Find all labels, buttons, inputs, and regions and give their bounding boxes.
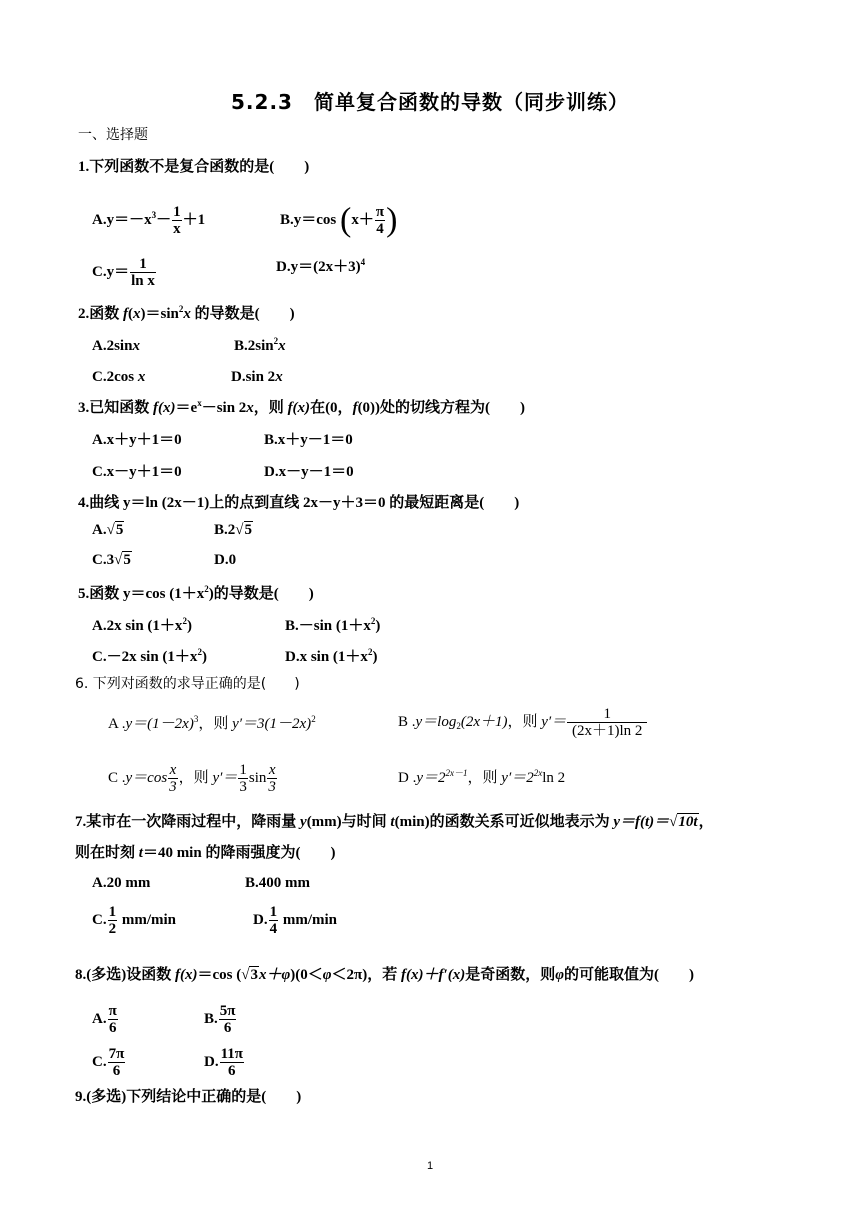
q2-option-a: A.2sinx [92, 338, 140, 354]
q4-option-b: B.2√5 [214, 522, 252, 538]
q2-option-d: D.sin 2x [231, 369, 283, 385]
q1-option-b: B.y＝cos (x＋ $\frac{\pi}{4}$ ) [280, 201, 398, 239]
q3-option-a: A.x＋y＋1＝0 [92, 432, 182, 448]
q6-option-c: C .y＝cos $\frac{x}{3}$ ，则 y′＝ $\frac{1}{3}$ sin $\frac{x}{3}$ [108, 762, 276, 795]
section-heading: 一、选择题 [78, 127, 148, 143]
q4-option-a: A.√5 [92, 522, 124, 538]
q3-option-b: B.x＋y－1＝0 [264, 432, 353, 448]
q5-option-c: C.－2x $\sin (1+x^2)$ [92, 647, 207, 665]
q1-option-d: $D.y=(2x+3)^4$ [276, 257, 366, 275]
q6-option-d: D $.y=2^{2x-1}$，则 $y'=2^{2x}\ln$ 2 [398, 768, 566, 786]
q1-option-c: C.y＝ $\frac{1}{\text{ln x}}$ [92, 256, 155, 289]
q8-stem: 8.(多选)设函数 f(x)＝cos (√3x＋φ)(0＜φ＜2π)，若 f(x)＋f′(x)是奇函数，则φ的可能取值为( ) [75, 967, 695, 983]
q3-option-d: D.x－y－1＝0 [264, 464, 354, 480]
q1-option-a: $A.y=-x^3-$ $\frac{1}{x}$ ＋1 [92, 204, 206, 237]
q3-option-c: C.x－y＋1＝0 [92, 464, 182, 480]
q9-stem: 9.(多选)下列结论中正确的是( ) [75, 1089, 302, 1105]
q8-option-c: C. $\frac{7\pi}{6}$ [92, 1046, 125, 1079]
q7-stem-line2: 则在时刻 t＝40 min 的降雨强度为( ) [75, 845, 336, 861]
q7-stem-line1: 7.某市在一次降雨过程中，降雨量 y(mm)与时间 t(min)的函数关系可近似地表示为 y＝f(t)＝√10t， [75, 814, 714, 830]
q2-option-b: $B.2\sin^2x$ [234, 336, 286, 354]
q4-stem: 4.曲线 y＝ln (2x－1)上的点到直线 2x－y＋3＝0 的最短距离是( ) [78, 495, 520, 511]
q6-stem: 6. 下列对函数的求导正确的是( ) [75, 676, 300, 692]
q5-option-b: B.－sin $(1+x^2)$ [285, 616, 381, 634]
q1-stem: 1.下列函数不是复合函数的是( ) [78, 159, 310, 175]
q8-option-d: D. $\frac{11\pi}{6}$ [204, 1046, 243, 1079]
q4-option-d: D.0 [214, 552, 237, 568]
page-number: 1 [426, 1160, 434, 1172]
q8-option-b: B. $\frac{5\pi}{6}$ [204, 1003, 236, 1036]
q6-option-b: B $.y=\log_2(2x+1)$，则 y′＝ $\frac{1}{(2x+1)\ln 2}$ [398, 706, 648, 739]
q5-option-a: A.2x $\sin (1+x^2)$ [92, 616, 192, 634]
q4-option-c: C.3√5 [92, 552, 131, 568]
q2-option-c: C.2cos x [92, 369, 146, 385]
q7-option-d: D. $\frac{1}{4}$ mm/min [253, 904, 338, 937]
q7-option-c: C. $\frac{1}{2}$ mm/min [92, 904, 177, 937]
q2-stem: 2.函数 $f(x)=\sin^2x$ 的导数是( ) [78, 304, 295, 322]
q7-option-b: B.400 mm [245, 875, 310, 891]
q5-option-d: D.x $\sin (1+x^2)$ [285, 647, 378, 665]
q5-stem: 5.函数 y＝cos $(1+x^2)$的导数是( ) [78, 584, 314, 602]
q7-option-a: A.20 mm [92, 875, 151, 891]
page-title: 5.2.3 简单复合函数的导数（同步训练） [231, 90, 629, 114]
q8-option-a: A. $\frac{\pi}{6}$ [92, 1003, 117, 1036]
q6-option-a: A $.y=(1-2x)^3$，则 $y'=3(1-2x)^2$ [108, 714, 316, 732]
q3-stem: 3.已知函数 $f(x)=e^x-\sin$ 2x，则 f(x)在(0，f(0))处的切线方程为( ) [78, 398, 526, 416]
